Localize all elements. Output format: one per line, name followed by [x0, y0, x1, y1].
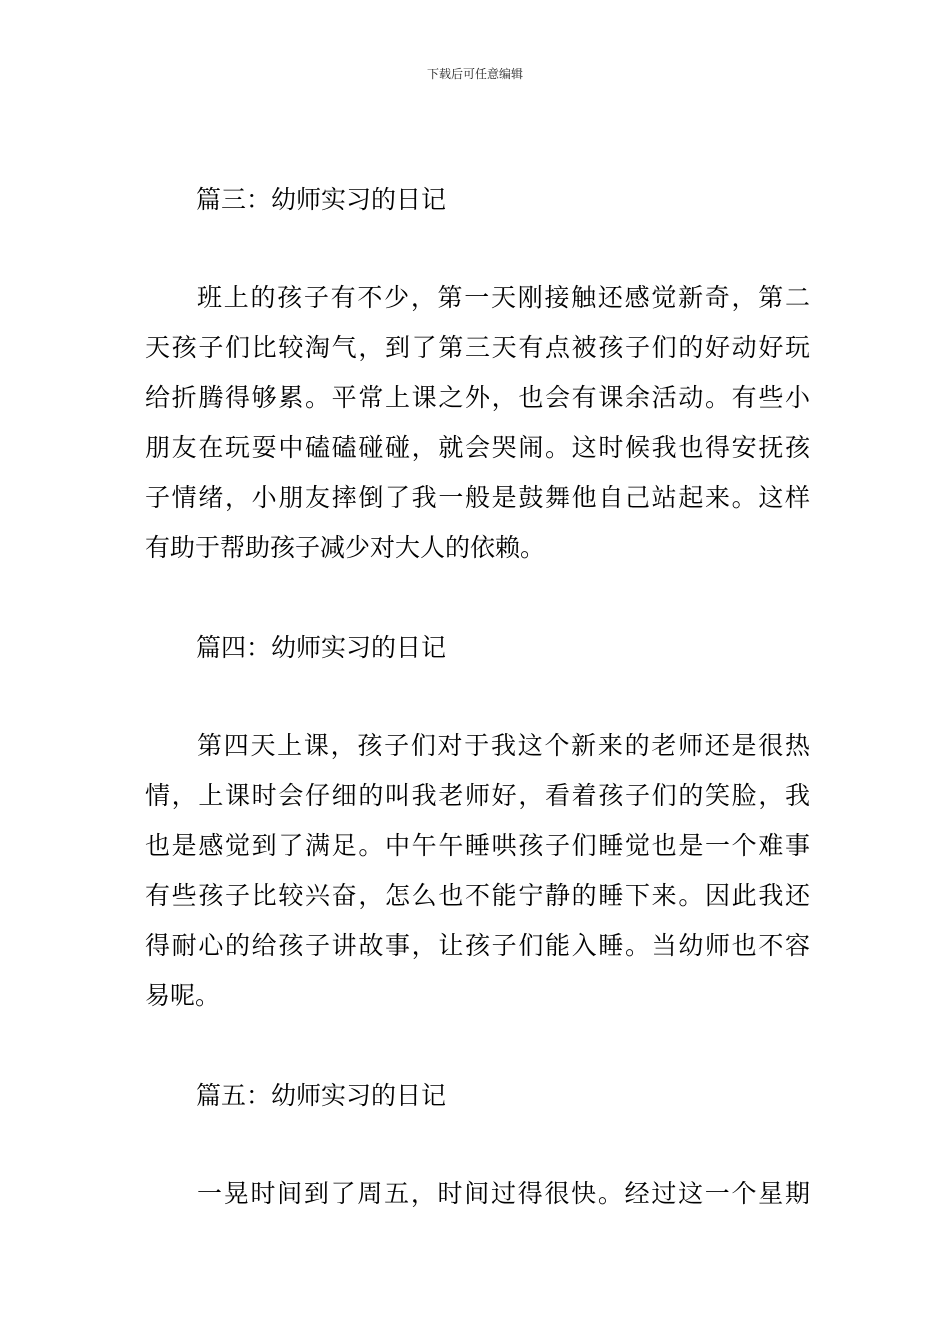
section-paragraph — [145, 273, 810, 573]
paragraph-line: 易呢。 — [145, 981, 221, 1010]
paragraph-line: 天孩子们比较淘气，到了第三天有点被孩子们的好动好玩 — [145, 333, 810, 362]
section-paragraph — [145, 721, 810, 1021]
paragraph-line: 班上的孩子有不少，第一天刚接触还感觉新奇，第二 — [197, 283, 810, 312]
paragraph-line: 给折腾得够累。平常上课之外，也会有课余活动。有些小 — [145, 383, 810, 412]
paragraph-line: 有些孩子比较兴奋，怎么也不能宁静的睡下来。因此我还 — [145, 881, 810, 910]
section-paragraph — [145, 1169, 810, 1219]
paragraph-line: 也是感觉到了满足。中午午睡哄孩子们睡觉也是一个难事 — [145, 831, 810, 860]
paragraph-line: 情，上课时会仔细的叫我老师好，看着孩子们的笑脸，我 — [145, 781, 810, 810]
paragraph-line: 朋友在玩耍中磕磕碰碰，就会哭闹。这时候我也得安抚孩 — [145, 433, 810, 462]
paragraph-line: 第四天上课，孩子们对于我这个新来的老师还是很热 — [197, 731, 810, 760]
paragraph-line: 得耐心的给孩子讲故事，让孩子们能入睡。当幼师也不容 — [145, 931, 810, 960]
paragraph-line: 一晃时间到了周五，时间过得很快。经过这一个星期 — [197, 1179, 810, 1208]
section-heading: 篇四：幼师实习的日记 — [196, 633, 447, 662]
section-heading: 篇五：幼师实习的日记 — [196, 1081, 447, 1110]
paragraph-line: 子情绪，小朋友摔倒了我一般是鼓舞他自己站起来。这样 — [145, 483, 810, 512]
section-heading: 篇三：幼师实习的日记 — [196, 185, 447, 214]
paragraph-line: 有助于帮助孩子减少对大人的依赖。 — [145, 533, 546, 562]
page-header-note: 下载后可任意编辑 — [426, 67, 523, 81]
